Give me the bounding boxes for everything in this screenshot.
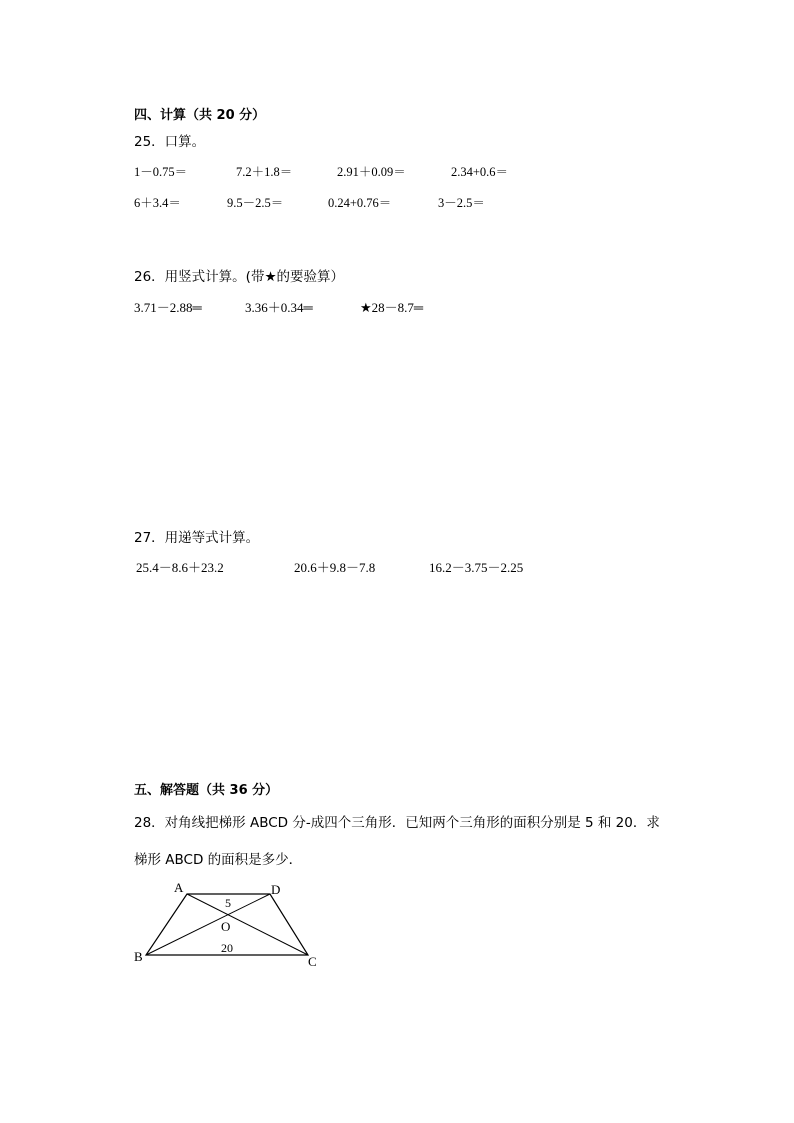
- question-26-title: 26．用竖式计算。(带★的要验算）: [134, 269, 345, 285]
- section-5-heading: 五、解答题（共 36 分）: [134, 783, 279, 798]
- vertex-label-a: A: [174, 880, 184, 895]
- oral-calc-item: 3－2.5＝: [438, 196, 485, 210]
- diagonal-ac: [187, 894, 308, 955]
- question-28-line-2: 梯形 ABCD 的面积是多少．: [134, 852, 303, 868]
- center-label-o: O: [221, 919, 231, 934]
- step-calc-item: 20.6＋9.8－7.8: [294, 560, 376, 575]
- oral-calc-item: 2.34+0.6＝: [451, 165, 509, 179]
- oral-calc-item: 7.2＋1.8＝: [236, 165, 293, 179]
- question-27-title: 27．用递等式计算。: [134, 530, 260, 546]
- section-4-heading: 四、计算（共 20 分）: [134, 108, 266, 123]
- vertical-calc-item: 3.71－2.88═: [134, 300, 202, 315]
- oral-calc-item: 6＋3.4＝: [134, 196, 181, 210]
- question-25-title: 25．口算。: [134, 134, 206, 150]
- vertical-calc-item: 3.36＋0.34═: [245, 300, 313, 315]
- vertex-label-c: C: [308, 954, 317, 969]
- oral-calc-item: 2.91＋0.09＝: [337, 165, 406, 179]
- oral-calc-item: 0.24+0.76＝: [328, 196, 392, 210]
- oral-calc-item: 9.5－2.5＝: [227, 196, 284, 210]
- trapezoid-figure: [128, 874, 328, 974]
- area-label-top: 5: [225, 896, 231, 910]
- vertex-label-d: D: [271, 882, 281, 897]
- oral-calc-item: 1－0.75＝: [134, 165, 188, 179]
- vertex-label-b: B: [134, 949, 143, 964]
- vertical-calc-item: ★28－8.7═: [360, 300, 424, 315]
- diagonal-bd: [146, 894, 270, 955]
- step-calc-item: 25.4－8.6＋23.2: [136, 560, 224, 575]
- step-calc-item: 16.2－3.75－2.25: [429, 560, 524, 575]
- question-28-line-1: 28．对角线把梯形 ABCD 分-成四个三角形．已知两个三角形的面积分别是 5 和 20．求: [134, 815, 660, 831]
- area-label-bottom: 20: [221, 941, 233, 955]
